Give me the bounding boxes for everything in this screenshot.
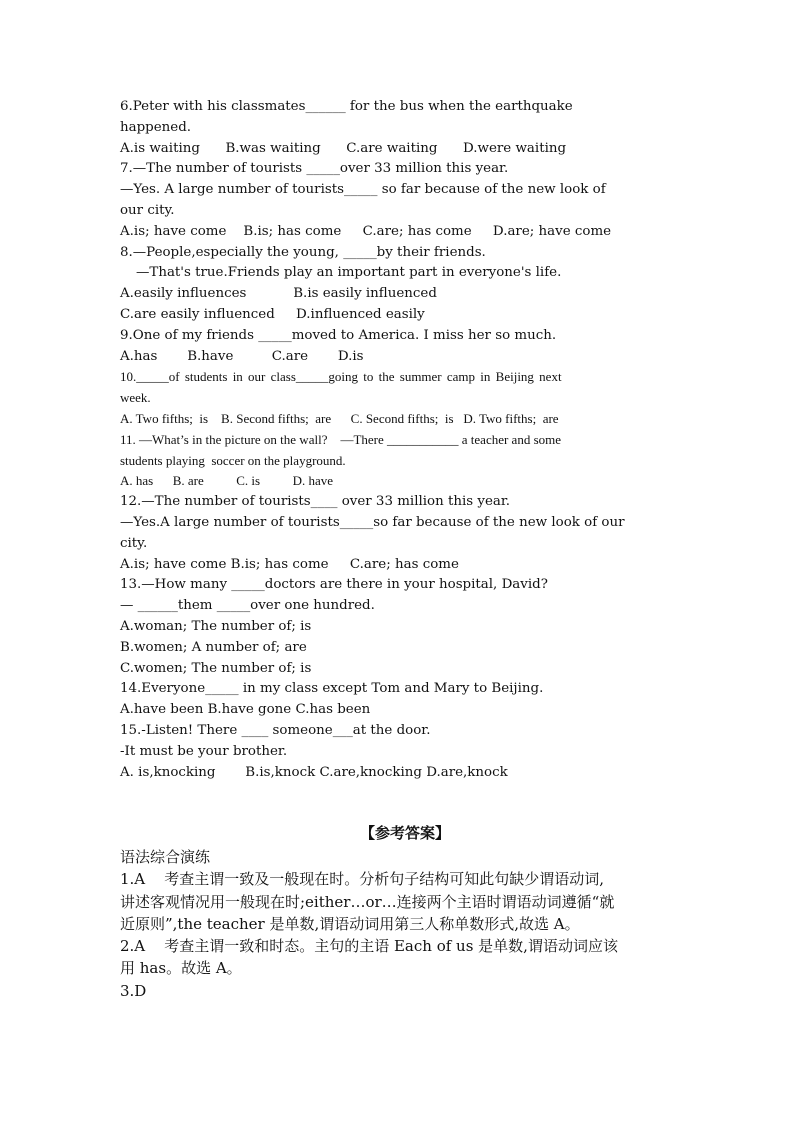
question-14-stem: 14.Everyone_____ in my class except Tom and Mary to Beijing. [120,681,544,697]
question-12-stem: 12.—The number of tourists____ over 33 million this year. [120,494,511,510]
question-15-options: A. is,knocking B.is,knock C.are,knocking D.are,knock [120,764,508,780]
question-7-reply-cont: our city. [120,202,175,218]
question-11-stem: 11. —What’s in the picture on the wall? —There ___________ a teacher and some [120,431,562,447]
question-6-options: A.is waiting B.was waiting C.are waiting D.were waiting [120,140,567,156]
question-15-stem: 15.-Listen! There ____ someone___at the door. [120,722,431,738]
question-9-stem: 9.One of my friends _____moved to America. I miss her so much. [120,327,557,343]
question-9-options: A.has B.have C.are D.is [120,348,364,364]
question-6-stem-cont: happened. [120,119,192,135]
question-13-option-c: C.women; The number of; is [120,660,312,676]
answer-2: 2.A 考查主谓一致和时态。主句的主语 Each of us 是单数,谓语动词应该 [120,937,618,956]
question-13-reply: — ______them _____over one hundred. [120,598,375,614]
question-15-reply: -It must be your brother. [120,743,288,759]
question-12-reply-cont: city. [120,535,148,551]
question-12-options: A.is; have come B.is; has come C.are; has come [120,556,459,572]
answer-1-cont-2: 近原则”,the teacher 是单数,谓语动词用第三人称单数形式,故选 A。 [120,914,580,933]
question-8-reply: —That's true.Friends play an important part in everyone's life. [136,265,562,281]
question-11-stem-cont: students playing soccer on the playground. [120,452,346,468]
question-14-options: A.have been B.have gone C.has been [120,702,371,718]
answer-key [120,820,680,1002]
answer-2-cont: 用 has。故选 A。 [120,959,242,978]
question-13-option-a: A.woman; The number of; is [120,618,312,634]
answer-key-title: 【参考答案】 [359,824,450,842]
question-13-stem: 13.—How many _____doctors are there in your hospital, David? [120,577,548,593]
answer-section-heading: 语法综合演练 [120,848,211,866]
question-10-stem: 10._____of students in our class_____going to the summer camp in Beijing next [120,369,562,385]
answer-1: 1.A 考查主谓一致及一般现在时。分析句子结构可知此句缺少谓语动词, [120,870,604,889]
question-11-options: A. has B. are C. is D. have [120,473,334,489]
answer-1-cont: 讲述客观情况用一般现在时;either…or…连接两个主语时谓语动词遵循“就 [120,892,615,911]
answer-3: 3.D [120,981,147,1000]
question-7-options: A.is; have come B.is; has come C.are; has come D.are; have come [120,223,612,239]
question-list [120,97,676,783]
question-10-stem-cont: week. [120,390,151,406]
question-12-reply: —Yes.A large number of tourists_____so far because of the new look of our [120,514,625,530]
question-8-options-ab: A.easily influences B.is easily influenced [120,286,437,302]
question-6-stem: 6.Peter with his classmates______ for the bus when the earthquake [120,99,573,114]
question-8-options-cd: C.are easily influenced D.influenced easily [120,306,425,322]
question-7-stem: 7.—The number of tourists _____over 33 million this year. [120,161,509,177]
question-10-options: A. Two fifths; is B. Second fifths; are C. Second fifths; is D. Two fifths; are [120,410,559,426]
question-7-reply: —Yes. A large number of tourists_____ so far because of the new look of [120,182,606,198]
question-8-stem: 8.—People,especially the young, _____by their friends. [120,244,486,260]
question-13-option-b: B.women; A number of; are [120,639,307,655]
